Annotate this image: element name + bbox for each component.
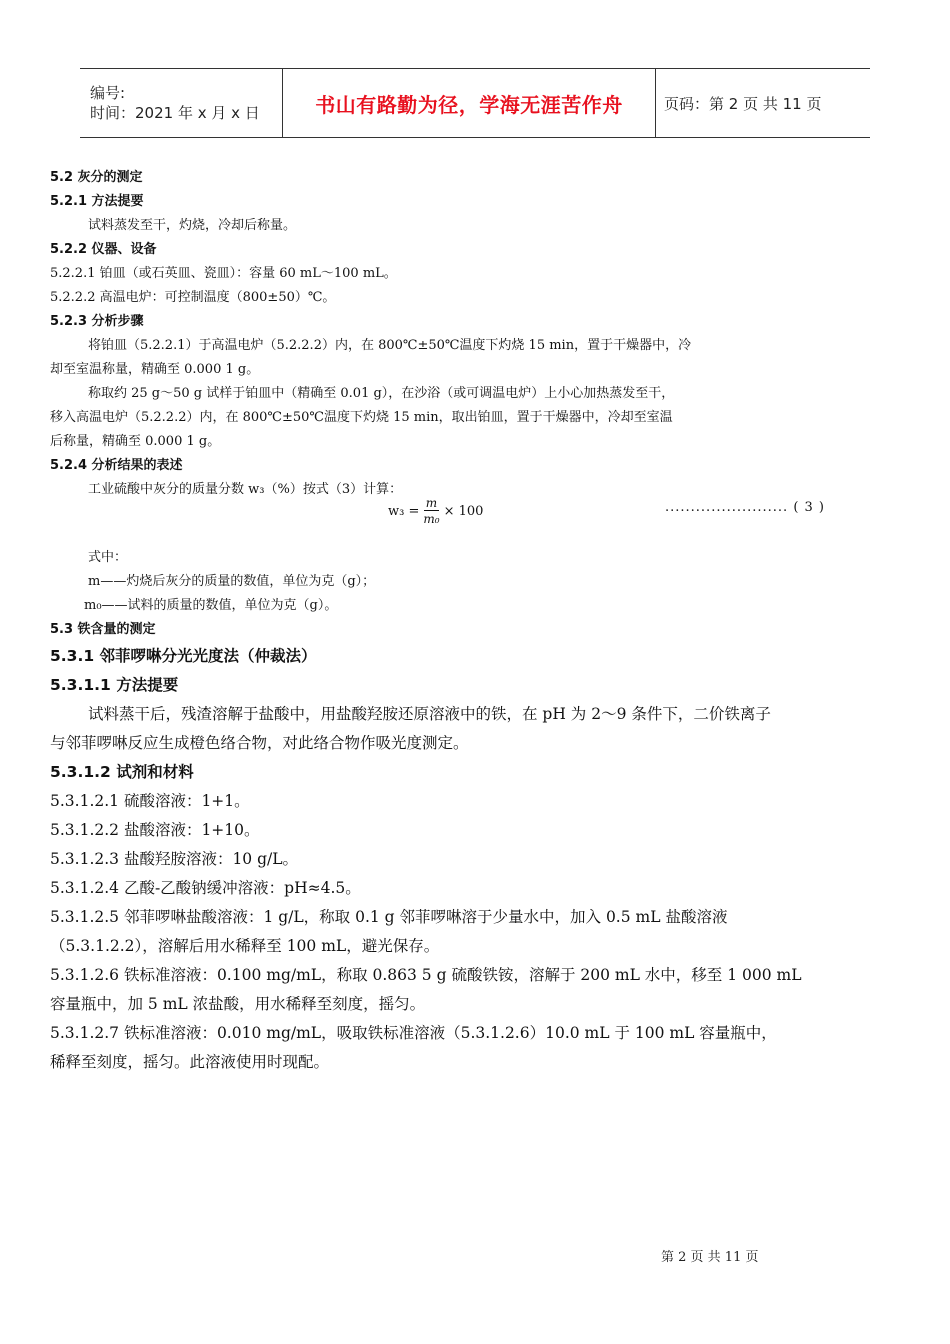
time-label: 时间：2021 年 x 月 x 日: [90, 104, 260, 122]
list-item: 5.3.1.2.4 乙酸-乙酸钠缓冲溶液：pH≈4.5。: [50, 879, 361, 897]
section-5-2-heading: 5.2 灰分的测定: [50, 170, 143, 185]
section-5-3-1-1-heading: 5.3.1.1 方法提要: [50, 676, 179, 694]
section-5-2-3-heading: 5.2.3 分析步骤: [50, 314, 144, 329]
header-motto: [282, 69, 656, 137]
list-item: 5.2.2.1 铂皿（或石英皿、瓷皿）：容量 60 mL～100 mL。: [50, 266, 397, 281]
equation-number: [665, 500, 825, 515]
paragraph-line: 移入高温电炉（5.2.2.2）内，在 800℃±50℃温度下灼烧 15 min，取出铂皿，置于干燥器中，冷却至室温: [50, 410, 673, 425]
list-item: 5.3.1.2.7 铁标准溶液：0.010 mg/mL，吸取铁标准溶液（5.3.1.2.6）10.0 mL 于 100 mL 容量瓶中，: [50, 1024, 777, 1042]
paragraph-line: 试料蒸干后，残渣溶解于盐酸中，用盐酸羟胺还原溶液中的铁，在 pH 为 2～9 条件下，二价铁离子: [88, 705, 771, 723]
section-5-2-2-heading: 5.2.2 仪器、设备: [50, 242, 157, 257]
list-item: 5.2.2.2 高温电炉：可控制温度（800±50）℃。: [50, 290, 336, 305]
paragraph-line: 称取约 25 g～50 g 试样于铂皿中（精确至 0.01 g），在沙浴（或可调温电炉）上小心加热蒸发至干，: [88, 386, 675, 401]
paragraph-line: 式中：: [88, 550, 128, 565]
list-item: 5.3.1.2.5 邻菲啰啉盐酸溶液：1 g/L，称取 0.1 g 邻菲啰啉溶于少量水中，加入 0.5 mL 盐酸溶液: [50, 908, 728, 926]
paragraph-line: 却至室温称量，精确至 0.000 1 g。: [50, 362, 260, 377]
paragraph-line: 与邻菲啰啉反应生成橙色络合物，对此络合物作吸光度测定。: [50, 734, 469, 752]
motto-text: 书山有路勤为径，学海无涯苦作舟: [315, 92, 623, 117]
list-item: 5.3.1.2.6 铁标准溶液：0.100 mg/mL，称取 0.863 5 g 硫酸铁铵，溶解于 200 mL 水中，移至 1 000 mL: [50, 966, 802, 984]
formula-3: [388, 496, 483, 526]
section-5-2-4-heading: 5.2.4 分析结果的表述: [50, 458, 183, 473]
formula-denominator: m₀: [423, 512, 440, 526]
paragraph-line: 后称量，精确至 0.000 1 g。: [50, 434, 221, 449]
paragraph-line: 试料蒸发至干，灼烧，冷却后称量。: [88, 218, 297, 233]
paragraph-line: 工业硫酸中灰分的质量分数 w₃（%）按式（3）计算：: [88, 482, 403, 497]
section-5-3-1-2-heading: 5.3.1.2 试剂和材料: [50, 763, 194, 781]
paragraph-line: （5.3.1.2.2），溶解后用水稀释至 100 mL，避光保存。: [50, 937, 440, 955]
list-item: 5.3.1.2.2 盐酸溶液：1+10。: [50, 821, 260, 839]
list-item: 5.3.1.2.1 硫酸溶液：1+1。: [50, 792, 250, 810]
page-header: [80, 68, 870, 138]
section-5-3-heading: 5.3 铁含量的测定: [50, 622, 156, 637]
header-meta: [80, 69, 282, 137]
list-item: 5.3.1.2.3 盐酸羟胺溶液：10 g/L。: [50, 850, 299, 868]
page-info-text: 页码：第 2 页 共 11 页: [664, 94, 822, 113]
formula-numerator: m: [425, 496, 438, 510]
equation-number-text: ( 3 ): [793, 500, 826, 515]
formula-lhs: w₃ =: [388, 503, 420, 519]
formula-fraction: [423, 496, 439, 526]
definition-item: m——灼烧后灰分的质量的数值，单位为克（g）；: [88, 574, 376, 589]
section-5-3-1-heading: 5.3.1 邻菲啰啉分光光度法（仲裁法）: [50, 647, 317, 665]
page-footer: 第 2 页 共 11 页: [661, 1250, 759, 1265]
formula-rhs: × 100: [443, 503, 484, 519]
code-label: 编号:: [90, 84, 126, 102]
header-page-info: [656, 69, 870, 137]
definition-item: m₀——试料的质量的数值，单位为克（g）。: [84, 598, 338, 613]
paragraph-line: 容量瓶中，加 5 mL 浓盐酸，用水稀释至刻度，摇匀。: [50, 995, 426, 1013]
paragraph-line: 将铂皿（5.2.2.1）于高温电炉（5.2.2.2）内，在 800℃±50℃温度下灼烧 15 min，置于干燥器中，冷: [88, 338, 692, 353]
section-5-2-1-heading: 5.2.1 方法提要: [50, 194, 144, 209]
equation-leader: ........................: [665, 500, 789, 515]
paragraph-line: 稀释至刻度，摇匀。此溶液使用时现配。: [50, 1053, 330, 1071]
